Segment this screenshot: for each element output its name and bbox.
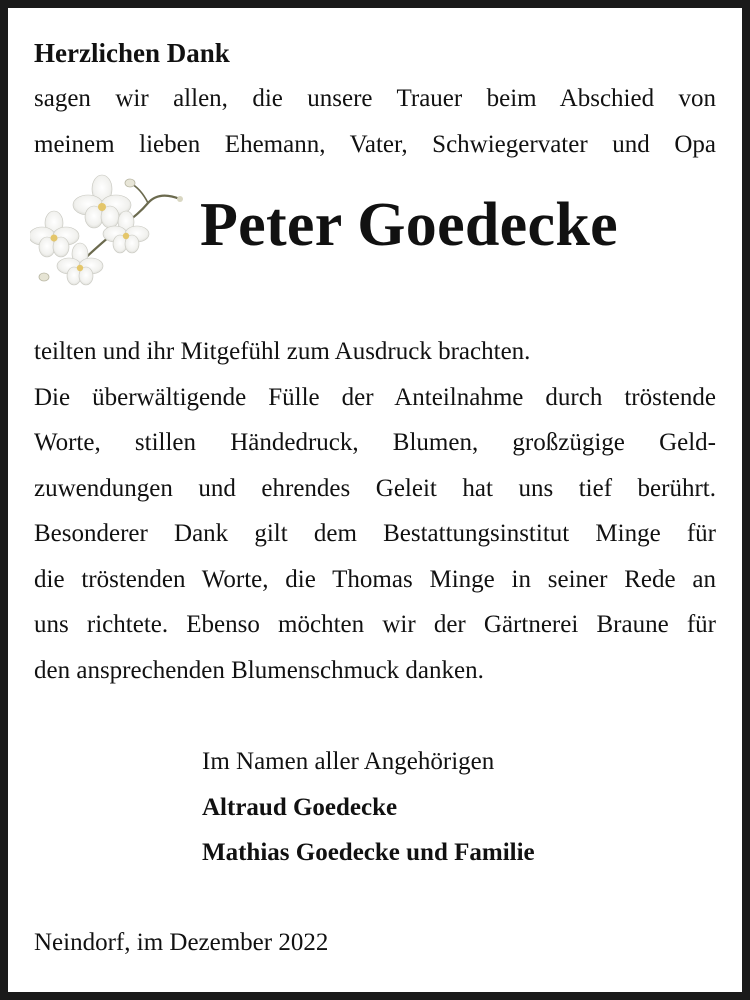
body-line: den ansprechenden Blumenschmuck danken. — [34, 656, 484, 684]
signatory-name: Mathias Goedecke und Familie — [202, 839, 535, 866]
notice-content — [34, 30, 716, 876]
signature-preface: Im Namen aller Angehörigen — [202, 748, 495, 775]
body-line: Besonderer Dank gilt dem Bestattungsinstitut Minge für — [34, 520, 716, 547]
orchid-icon — [30, 173, 190, 303]
body-line: teilten und ihr Mitgefühl zum Ausdruck brachten. — [34, 338, 531, 365]
name-row — [34, 173, 716, 335]
signature-block — [202, 739, 716, 876]
body-line: uns richtete. Ebenso möchten wir der Gärtnerei Braune für — [34, 611, 716, 638]
body-line: zuwendungen und ehrendes Geleit hat uns tief berührt. — [34, 474, 716, 502]
place-date: Neindorf, im Dezember 2022 — [34, 929, 329, 956]
body-line: die tröstenden Worte, die Thomas Minge in seiner Rede an — [34, 565, 716, 593]
intro-line: meinem lieben Ehemann, Vater, Schwiegervater und Opa — [34, 130, 716, 158]
signatory-name: Altraud Goedecke — [202, 793, 398, 821]
intro-line: sagen wir allen, die unsere Trauer beim Abschied von — [34, 85, 716, 112]
body-line: Worte, stillen Händedruck, Blumen, großzügige Geld- — [34, 429, 716, 456]
notice-heading: Herzlichen Dank — [34, 38, 230, 68]
deceased-name: Peter Goedecke — [200, 191, 618, 259]
body-text — [34, 329, 716, 693]
body-line: Die überwältigende Fülle der Anteilnahme durch tröstende — [34, 383, 716, 411]
